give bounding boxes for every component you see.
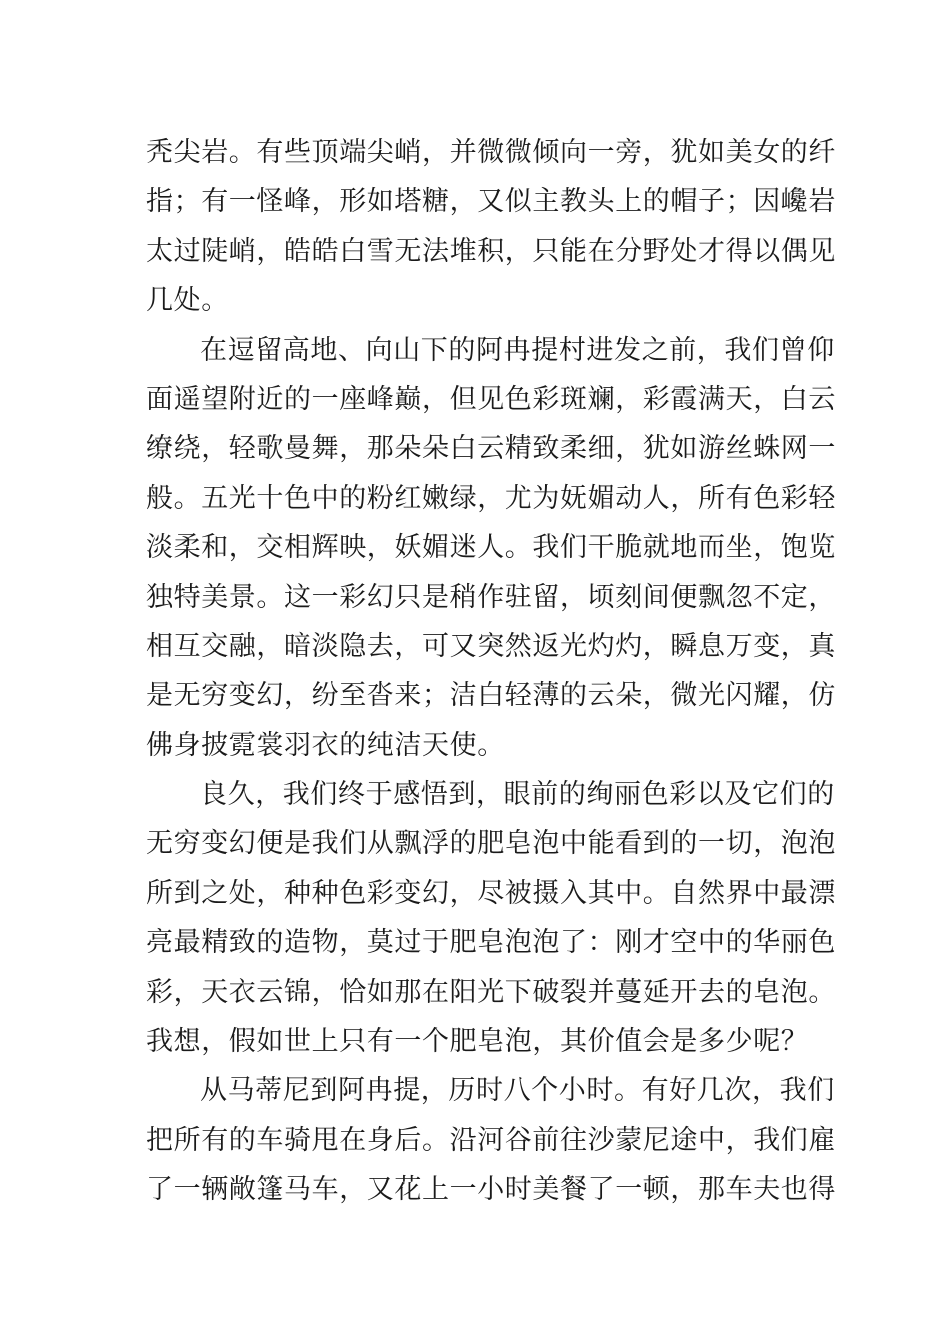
text-line: 是无穷变幻，纷至沓来；洁白轻薄的云朵，微光闪耀，仿 [146,680,836,712]
text-line: 良久，我们终于感悟到，眼前的绚丽色彩以及它们的 [200,779,835,811]
text-line: 秃尖岩。有些顶端尖峭，并微微倾向一旁，犹如美女的纤 [146,137,836,168]
text-line: 在逗留高地、向山下的阿冉提村进发之前，我们曾仰 [200,334,835,366]
body-text [146,128,836,1215]
text-line: 佛身披霓裳羽衣的纯洁天使。 [146,729,505,761]
text-line: 我想，假如世上只有一个肥皂泡，其价值会是多少呢？ [146,1026,809,1058]
text-line: 彩，天衣云锦，恰如那在阳光下破裂并蔓延开去的皂泡。 [146,976,836,1008]
text-line: 无穷变幻便是我们从飘浮的肥皂泡中能看到的一切，泡泡 [146,828,836,860]
text-line: 指；有一怪峰，形如塔糖，又似主教头上的帽子；因巉岩 [146,186,836,218]
text-line: 面遥望附近的一座峰巅，但见色彩斑斓，彩霞满天，白云 [146,383,836,415]
text-line: 把所有的车骑甩在身后。沿河谷前往沙蒙尼途中，我们雇 [146,1124,836,1156]
text-line: 缭绕，轻歌曼舞，那朵朵白云精致柔细，犹如游丝蛛网一 [146,433,836,465]
text-line: 所到之处，种种色彩变幻，尽被摄入其中。自然界中最漂 [146,877,836,909]
text-line: 几处。 [146,285,229,317]
text-line: 了一辆敞篷马车，又花上一小时美餐了一顿，那车夫也得 [146,1174,836,1206]
text-line: 从马蒂尼到阿冉提，历时八个小时。有好几次，我们 [200,1075,835,1107]
text-line: 亮最精致的造物，莫过于肥皂泡泡了：刚才空中的华丽色 [146,927,836,959]
text-line: 淡柔和，交相辉映，妖媚迷人。我们干脆就地而坐，饱览 [146,532,836,564]
text-line: 独特美景。这一彩幻只是稍作驻留，顷刻间便飘忽不定， [146,581,836,613]
text-line: 太过陡峭，皓皓白雪无法堆积，只能在分野处才得以偶见 [146,235,836,267]
text-line: 般。五光十色中的粉红嫩绿，尤为妩媚动人，所有色彩轻 [146,482,836,514]
text-line: 相互交融，暗淡隐去，可又突然返光灼灼，瞬息万变，真 [146,630,836,662]
